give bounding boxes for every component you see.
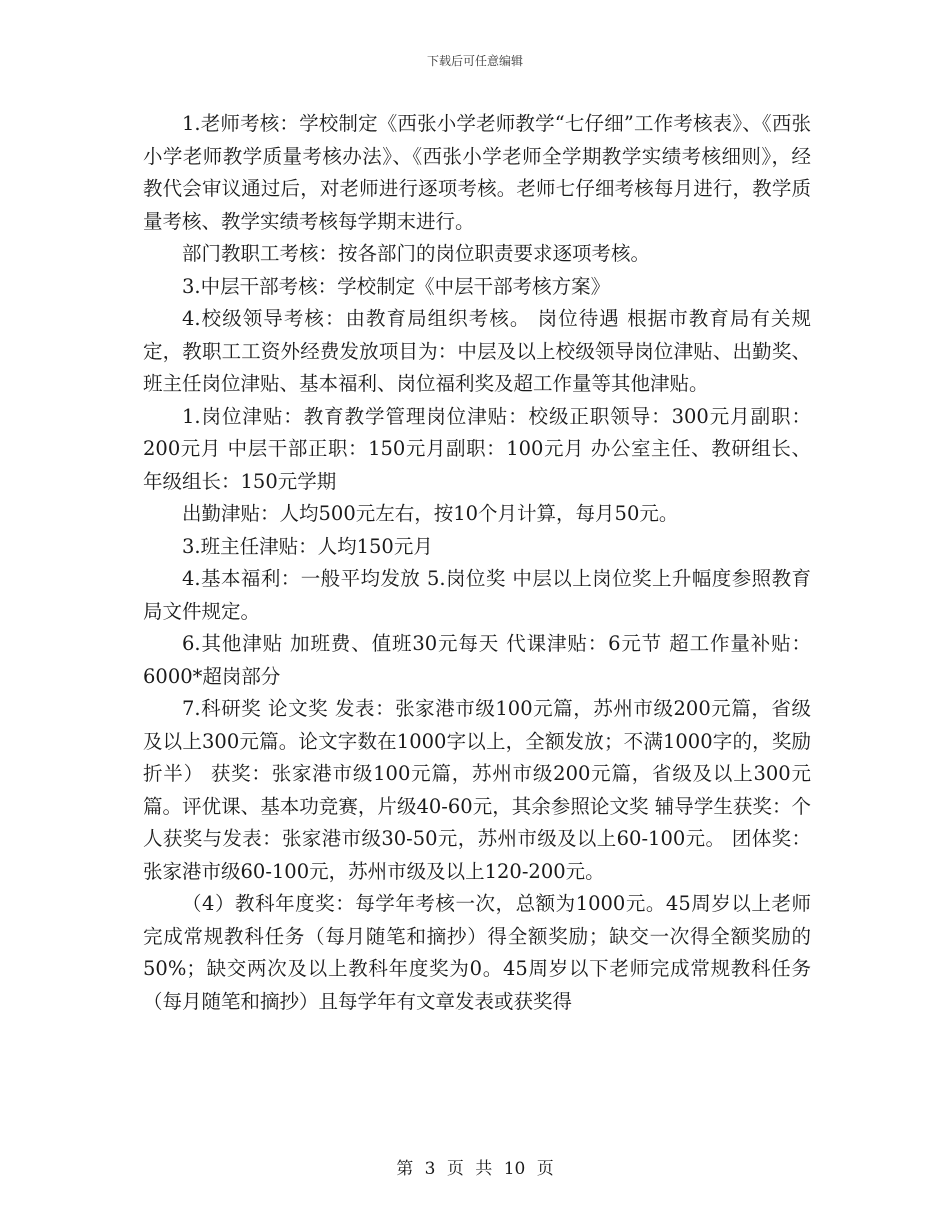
page-header: 下载后可任意编辑 xyxy=(426,54,523,68)
paragraph-post-allowance: 1.岗位津贴：教育教学管理岗位津贴：校级正职领导：300元月副职：200元月 中层干部正职：150元月副职：100元月 办公室主任、教研组长、年级组长：150元学期 xyxy=(143,404,811,493)
page-number-footer: 第 3 页 共 10 页 xyxy=(396,1159,554,1179)
paragraph-attendance-allowance: 出勤津贴：人均500元左右，按10个月计算，每月50元。 xyxy=(182,502,679,525)
paragraph-other-allowance: 6.其他津贴 加班费、值班30元每天 代课津贴：6元节 超工作量补贴：6000*超岗部分 xyxy=(143,632,811,688)
document-body xyxy=(143,108,811,1018)
paragraph-middle-cadre-assessment: 3.中层干部考核：学校制定《中层干部考核方案》 xyxy=(182,274,611,298)
paragraph-head-teacher-allowance: 3.班主任津贴：人均150元月 xyxy=(182,534,433,558)
paragraph-teacher-assessment: 1.老师考核：学校制定《西张小学老师教学“七仔细”工作考核表》、《西张小学老师教学质量考核办法》、《西张小学老师全学期教学实绩考核细则》，经教代会审议通过后，对老师进行逐项考核。老师七仔细考核每月进行，教学质量考核、教学实绩考核每学期末进行。 xyxy=(143,112,811,233)
paragraph-research-award: 7.科研奖 论文奖 发表：张家港市级100元篇，苏州市级200元篇，省级及以上300元篇。论文字数在1000字以上，全额发放；不满1000字的，奖励折半） 获奖：张家港市级100元篇，苏州市级200元篇，省级及以上300元篇。评优课、基本功竞赛，片级40-60元，其余参照论文奖 辅导学生获奖：个人获奖与发表：张家港市级30-50元，苏州市级及以上60-100元。 团体奖：张家港市级60-100元，苏州市级及以上120-200元。 xyxy=(143,697,811,883)
paragraph-staff-assessment: 部门教职工考核：按各部门的岗位职责要求逐项考核。 xyxy=(182,242,651,265)
paragraph-annual-research-award: （4）教科年度奖：每学年考核一次，总额为1000元。45周岁以上老师完成常规教科任务（每月随笔和摘抄）得全额奖励；缺交一次得全额奖励的50%；缺交两次及以上教科年度奖为0。45周岁以下老师完成常规教科任务（每月随笔和摘抄）且每学年有文章发表或获奖得 xyxy=(143,892,811,1013)
paragraph-leader-assessment: 4.校级领导考核：由教育局组织考核。 岗位待遇 根据市教育局有关规定，教职工工资外经费发放项目为：中层及以上校级领导岗位津贴、出勤奖、班主任岗位津贴、基本福利、岗位福利奖及超工作量等其他津贴。 xyxy=(143,307,811,395)
paragraph-basic-welfare: 4.基本福利：一般平均发放 5.岗位奖 中层以上岗位奖上升幅度参照教育局文件规定。 xyxy=(143,567,811,623)
